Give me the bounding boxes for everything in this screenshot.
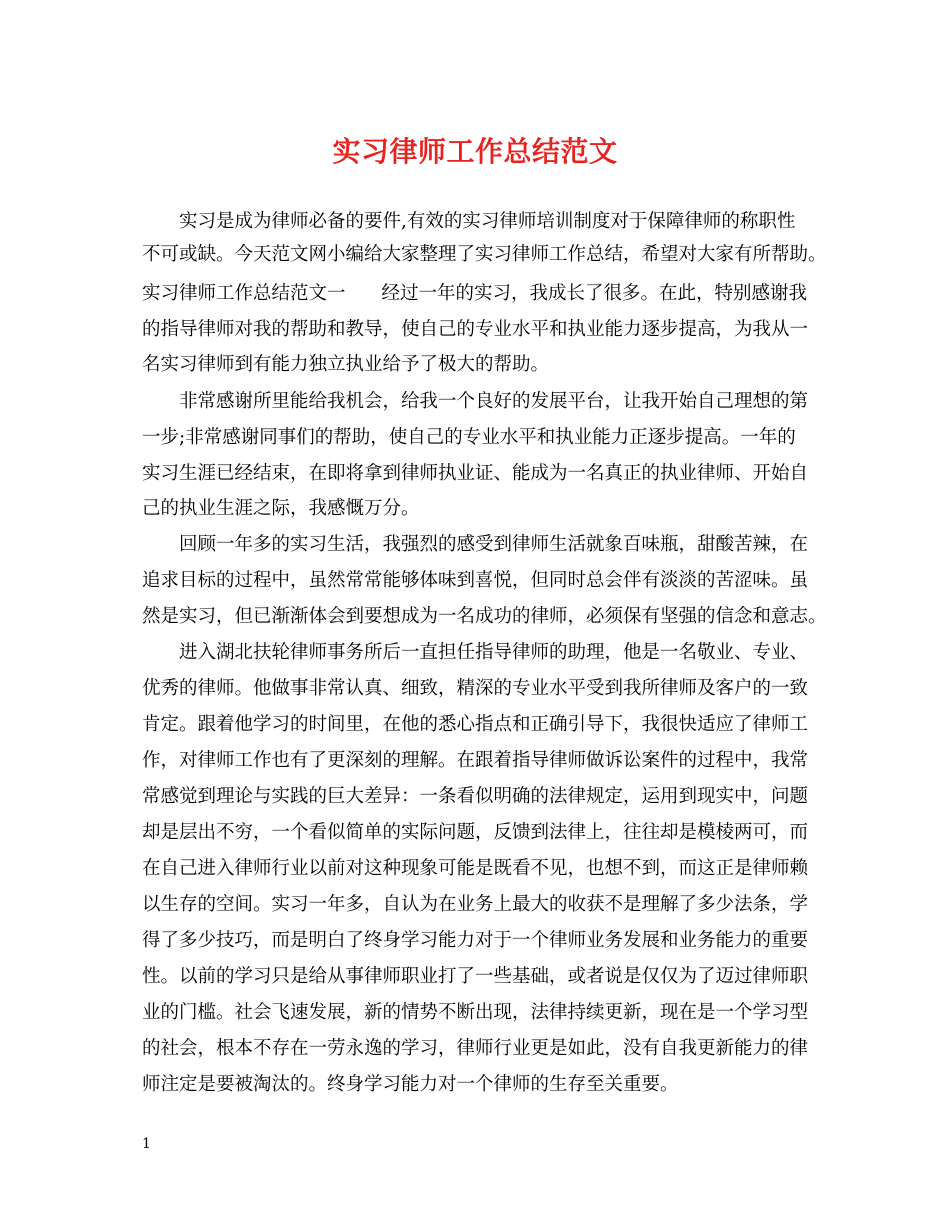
paragraph-line: 性。以前的学习只是给从事律师职业打了一些基础，或者说是仅仅为了迈过律师职 <box>142 966 809 987</box>
paragraph-line: 常感觉到理论与实践的巨大差异：一条看似明确的法律规定，运用到现实中，问题 <box>142 786 809 807</box>
paragraph-line: 回顾一年多的实习生活，我强烈的感受到律师生活就象百味瓶，甜酸苦辣，在 <box>179 534 809 555</box>
paragraph-line: 以生存的空间。实习一年多，自认为在业务上最大的收获不是理解了多少法条，学 <box>142 894 809 915</box>
paragraph-line: 不可或缺。今天范文网小编给大家整理了实习律师工作总结，希望对大家有所帮助。 <box>142 244 827 265</box>
paragraph-line: 进入湖北扶轮律师事务所后一直担任指导律师的助理，他是一名敬业、专业、 <box>179 642 809 663</box>
paragraph-line: 实习是成为律师必备的要件,有效的实习律师培训制度对于保障律师的称职性 <box>179 211 796 232</box>
paragraph-line: 肯定。跟着他学习的时间里，在他的悉心指点和正确引导下，我很快适应了律师工 <box>142 714 809 735</box>
paragraph-line: 然是实习，但已渐渐体会到要想成为一名成功的律师，必须保有坚强的信念和意志。 <box>142 606 827 627</box>
paragraph-line: 己的执业生涯之际，我感慨万分。 <box>142 498 420 519</box>
paragraph-line: 追求目标的过程中，虽然常常能够体味到喜悦，但同时总会伴有淡淡的苦涩味。虽 <box>142 570 809 591</box>
paragraph-line: 的指导律师对我的帮助和教导，使自己的专业水平和执业能力逐步提高，为我从一 <box>142 319 809 340</box>
paragraph-line: 实习生涯已经结束，在即将拿到律师执业证、能成为一名真正的执业律师、开始自 <box>142 463 809 484</box>
section-heading: 实习律师工作总结范文一 <box>142 283 346 304</box>
paragraph-line: 师注定是要被淘汰的。终身学习能力对一个律师的生存至关重要。 <box>142 1074 679 1095</box>
paragraph-line: 的社会，根本不存在一劳永逸的学习，律师行业更是如此，没有自我更新能力的律 <box>142 1038 809 1059</box>
paragraph-line: 作，对律师工作也有了更深刻的理解。在跟着指导律师做诉讼案件的过程中，我常 <box>142 750 809 771</box>
paragraph-line: 一步;非常感谢同事们的帮助，使自己的专业水平和执业能力正逐步提高。一年的 <box>142 427 796 448</box>
document-title: 实习律师工作总结范文 <box>332 135 618 168</box>
paragraph-line: 得了多少技巧，而是明白了终身学习能力对于一个律师业务发展和业务能力的重要 <box>142 930 809 951</box>
paragraph-line: 却是层出不穷，一个看似简单的实际问题，反馈到法律上，往往却是模棱两可，而 <box>142 822 809 843</box>
paragraph-line: 在自己进入律师行业以前对这种现象可能是既看不见，也想不到，而这正是律师赖 <box>142 858 809 879</box>
paragraph-text: 经过一年的实习，我成长了很多。在此，特别感谢我 <box>381 283 808 304</box>
paragraph-line: 非常感谢所里能给我机会，给我一个良好的发展平台，让我开始自己理想的第 <box>179 391 809 412</box>
paragraph-line: 名实习律师到有能力独立执业给予了极大的帮助。 <box>142 354 550 375</box>
paragraph-line <box>142 279 807 309</box>
paragraph-line: 优秀的律师。他做事非常认真、细致，精深的专业水平受到我所律师及客户的一致 <box>142 678 809 699</box>
page-number: 1 <box>142 1136 151 1152</box>
paragraph-line: 业的门槛。社会飞速发展，新的情势不断出现，法律持续更新，现在是一个学习型 <box>142 1002 809 1023</box>
